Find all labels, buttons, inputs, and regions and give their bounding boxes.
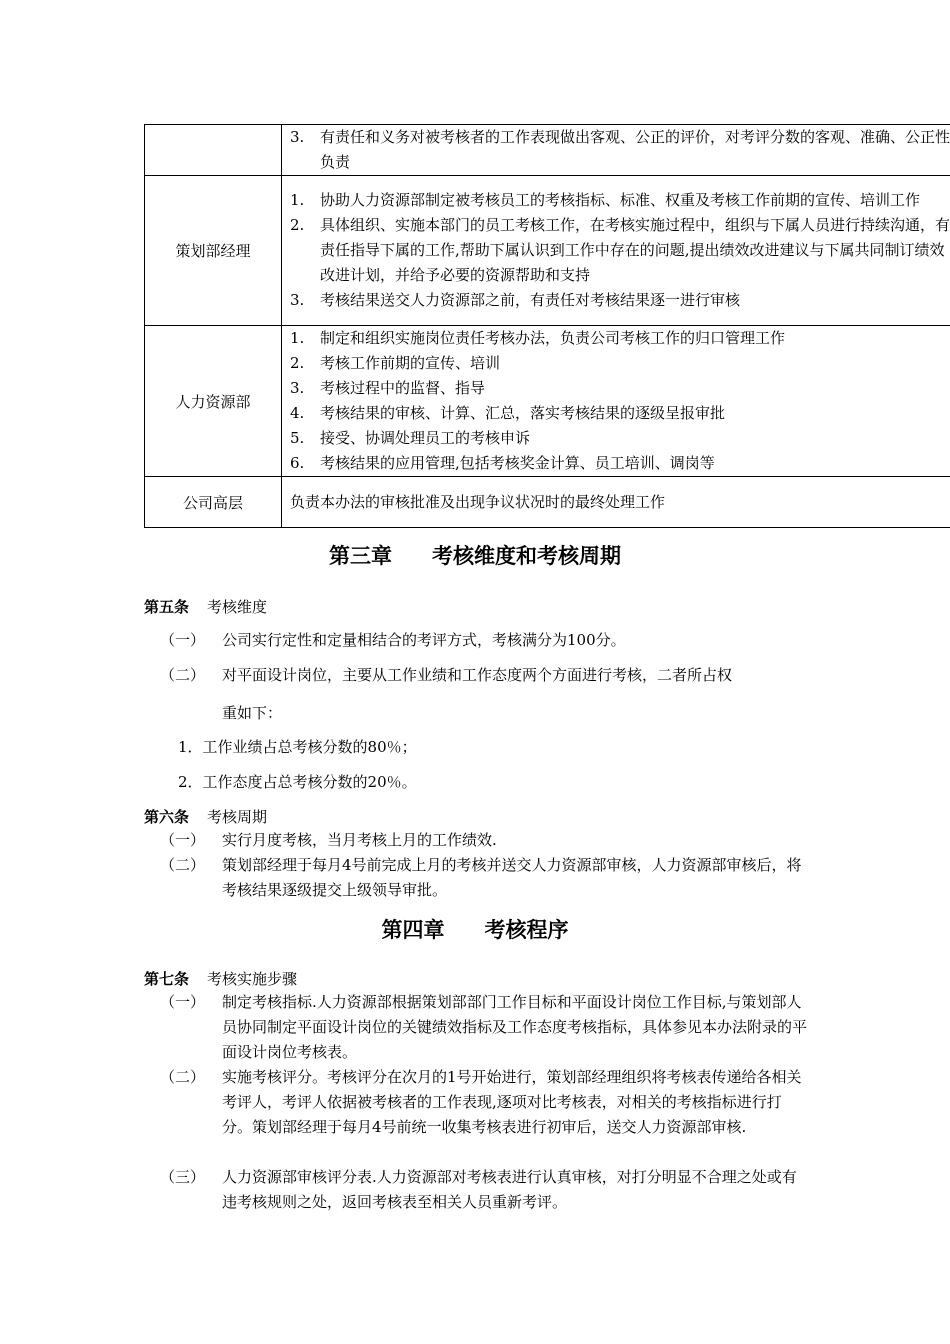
- role-cell: [145, 125, 282, 176]
- clause: [160, 853, 810, 903]
- list-item: 5. 接受、协调处理员工的考核申诉: [290, 429, 531, 447]
- list-item: 3. 考核过程中的监督、指导: [290, 379, 486, 397]
- clause-text: 策划部经理于每月4号前完成上月的考核并送交人力资源部审核，人力资源部审核后，将考核结果逐级提交上级领导审批。: [222, 856, 802, 899]
- role-cell: 人力资源部: [145, 326, 282, 477]
- list-item: 1. 协助人力资源部制定被考核员工的考核指标、标准、权重及考核工作前期的宣传、培训工作: [290, 191, 921, 209]
- article-label: 第五条: [144, 598, 190, 616]
- clause-text: 制定考核指标.人力资源部根据策划部部门工作目标和平面设计岗位工作目标,与策划部人员协同制定平面设计岗位的关键绩效指标及工作态度考核指标，具体参见本办法附录的平面设计岗位考核表。: [222, 993, 808, 1061]
- clause-marker: （一）: [160, 831, 206, 849]
- table-row: [145, 477, 950, 528]
- duty-cell: [282, 176, 950, 326]
- clause: [160, 1165, 810, 1215]
- clause: [160, 663, 810, 733]
- duty-cell: [282, 125, 950, 176]
- article-label: 第七条: [144, 970, 190, 988]
- table-row: [145, 326, 950, 477]
- list-item: 4. 考核结果的审核、计算、汇总，落实考核结果的逐级呈报审批: [290, 404, 726, 422]
- clause-text: 人力资源部审核评分表.人力资源部对考核表进行认真审核，对打分明显不合理之处或有违考核规则之处，返回考核表至相关人员重新考评。: [222, 1168, 797, 1211]
- clause-text: 公司实行定性和定量相结合的考评方式，考核满分为100分。: [222, 631, 626, 649]
- clause-text: 实行月度考核，当月考核上月的工作绩效.: [222, 831, 497, 849]
- clause-text: 实施考核评分。考核评分在次月的1号开始进行，策划部经理组织将考核表传递给各相关考评人，考评人依据被考核者的工作表现,逐项对比考核表，对相关的考核指标进行打分。策划部经理于每月4号前统一收集考核表进行初审后，送交人力资源部审核.: [222, 1068, 802, 1136]
- list-item: 1. 制定和组织实施岗位责任考核办法，负责公司考核工作的归口管理工作: [290, 329, 786, 347]
- list-item: 6. 考核结果的应用管理,包括考核奖金计算、员工培训、调岗等: [290, 454, 715, 472]
- duty-cell: [282, 326, 950, 477]
- chapter-title: 考核维度和考核周期: [432, 544, 621, 568]
- duty-cell: [282, 477, 950, 528]
- chapter-heading: [0, 914, 950, 944]
- role-cell: 策划部经理: [145, 176, 282, 326]
- list-item: 2. 考核工作前期的宣传、培训: [290, 354, 501, 372]
- sub-item: 2．工作态度占总考核分数的20％。: [178, 773, 417, 791]
- clause: [160, 628, 810, 653]
- clause: [160, 990, 810, 1065]
- list-item: 3. 考核结果送交人力资源部之前，有责任对考核结果逐一进行审核: [290, 291, 741, 309]
- article-title: 考核维度: [207, 598, 268, 616]
- article-heading: [144, 596, 267, 617]
- table-row: [145, 125, 950, 176]
- chapter-number: 第四章: [381, 918, 445, 942]
- duty-text: 负责本办法的审核批准及出现争议状况时的最终处理工作: [290, 492, 666, 511]
- clause-marker: （二）: [160, 856, 206, 874]
- table-row: [145, 176, 950, 326]
- clause-marker: （二）: [160, 1068, 206, 1086]
- article-label: 第六条: [144, 808, 190, 826]
- clause-marker: （一）: [160, 631, 206, 649]
- chapter-number: 第三章: [329, 544, 392, 568]
- sub-item: 1．工作业绩占总考核分数的80％；: [178, 738, 417, 756]
- article-heading: [144, 806, 267, 827]
- chapter-title: 考核程序: [484, 918, 569, 942]
- list-item: 2. 具体组织、实施本部门的员工考核工作，在考核实施过程中，组织与下属人员进行持续沟通，有责任指导下属的工作,帮助下属认识到工作中存在的问题,提出绩效改进建议与下属共同制订绩效改进计划，并给予必要的资源帮助和支持: [290, 216, 950, 284]
- chapter-heading: [0, 540, 950, 570]
- role-cell: 公司高层: [145, 477, 282, 528]
- article-heading: [144, 968, 297, 989]
- clause-marker: （二）: [160, 666, 206, 684]
- article-title: 考核周期: [207, 808, 268, 826]
- clause-text: 对平面设计岗位，主要从工作业绩和工作态度两个方面进行考核，二者所占权 重如下：: [222, 666, 733, 722]
- clause-marker: （一）: [160, 993, 206, 1011]
- list-item: 3. 有责任和义务对被考核者的工作表现做出客观、公正的评价，对考评分数的客观、准确、公正性负责: [290, 128, 950, 171]
- article-title: 考核实施步骤: [207, 970, 298, 988]
- clause: [160, 1065, 810, 1165]
- clause-marker: （三）: [160, 1168, 206, 1186]
- clause: [160, 828, 810, 853]
- responsibility-table: [144, 124, 950, 528]
